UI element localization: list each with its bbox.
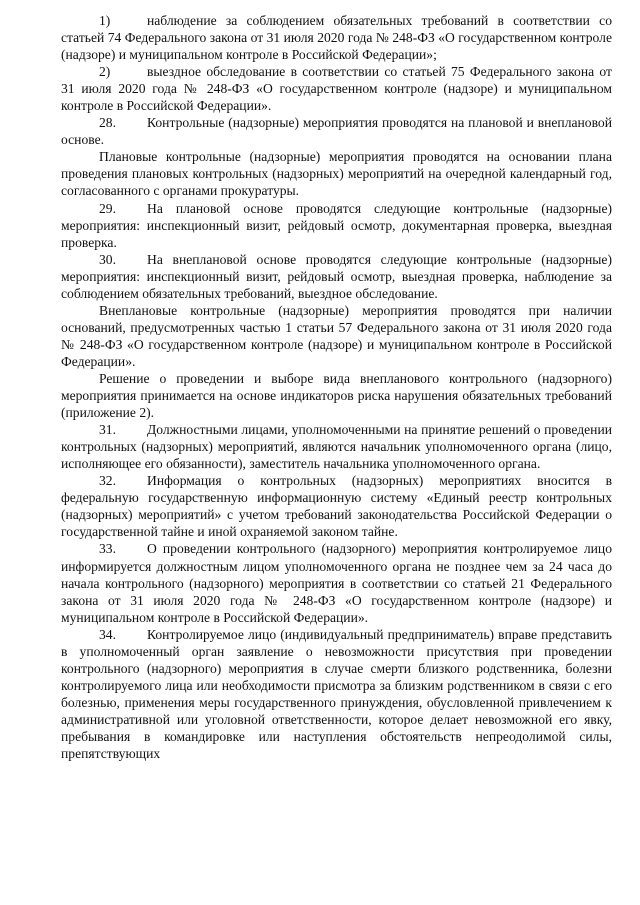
paragraph-item-1	[61, 12, 612, 63]
paragraph-29	[61, 200, 612, 251]
paragraph-number: 30.	[99, 251, 116, 267]
paragraph-text: На плановой основе проводятся следующие контрольные (надзорные) мероприятия: инспекционный визит, рейдовый осмотр, документарная проверка, выездная проверка.	[61, 200, 612, 250]
paragraph-30-continued-2	[61, 370, 612, 421]
paragraph-30-continued-1	[61, 302, 612, 370]
paragraph-text: выездное обследование в соответствии со статьей 75 Федерального закона от 31 июля 2020 года № 248-ФЗ «О государственном контроле (надзоре) и муниципальном контроле в Российской Федерации».	[61, 64, 612, 114]
paragraph-28	[61, 114, 612, 148]
paragraph-text: Контролируемое лицо (индивидуальный предприниматель) вправе представить в уполномоченный орган заявление о невозможности присутствия при проведении контрольного (надзорного) мероприятия в случае смерти близкого родственника, болезни контролируемого лица или необходимости присмотра за близким родственником в связи с его болезнью, применения меры государственного принуждения, обусловленной привлечением к административной или уголовной ответственности, которое делает невозможной его явку, пребывания в командировке или наступления обстоятельств непреодолимой силы, препятствующих	[61, 626, 612, 762]
paragraph-text: Решение о проведении и выборе вида внепланового контрольного (надзорного) мероприятия принимается на основе индикаторов риска нарушения обязательных требований (приложение 2).	[61, 370, 612, 421]
paragraph-text: На внеплановой основе проводятся следующие контрольные (надзорные) мероприятия: инспекционный визит, рейдовый осмотр, выездная проверка, наблюдение за соблюдением обязательных требований, выездное обследование.	[61, 251, 612, 301]
paragraph-text: Контрольные (надзорные) мероприятия проводятся на плановой и внеплановой основе.	[61, 115, 612, 148]
paragraph-text: Информация о контрольных (надзорных) мероприятиях вносится в федеральную государственную информационную систему «Единый реестр контрольных (надзорных) мероприятий» с учетом требований законодательства Российской Федерации о государственной тайне и иной охраняемой законом тайне.	[61, 473, 612, 540]
paragraph-number: 33.	[99, 541, 116, 557]
paragraph-text: О проведении контрольного (надзорного) мероприятия контролируемое лицо информируется должностным лицом уполномоченного органа не позднее чем за 24 часа до начала контрольного (надзорного) мероприятия в соответствии со статьей 21 Федерального закона от 31 июля 2020 года № 248-ФЗ «О государственном контроле (надзоре) и муниципальном контроле в Российской Федерации».	[61, 541, 612, 625]
paragraph-number: 29.	[99, 200, 116, 216]
paragraph-number: 2)	[99, 64, 111, 80]
paragraph-number: 1)	[99, 13, 111, 28]
paragraph-text: Внеплановые контрольные (надзорные) мероприятия проводятся при наличии оснований, предусмотренных частью 1 статьи 57 Федерального закона от 31 июля 2020 года № 248-ФЗ «О государственном контроле (надзоре) и муниципальном контроле в Российской Федерации».	[61, 302, 612, 369]
paragraph-number: 34.	[99, 626, 116, 642]
paragraph-30	[61, 251, 612, 302]
paragraph-31	[61, 421, 612, 472]
paragraph-33	[61, 540, 612, 625]
paragraph-number: 32.	[99, 473, 116, 489]
paragraph-34	[61, 626, 612, 762]
paragraph-text: Плановые контрольные (надзорные) мероприятия проводятся на основании плана проведения плановых контрольных (надзорных) мероприятий на очередной календарный год, согласованного с органами прокуратуры.	[61, 149, 612, 199]
paragraph-number: 31.	[99, 422, 116, 438]
paragraph-text: наблюдение за соблюдением обязательных требований в соответствии со статьей 74 Федерального закона от 31 июля 2020 года № 248-ФЗ «О государственном контроле (надзоре) и муниципальном контроле в Российской Федерации»;	[61, 13, 612, 63]
paragraph-number: 28.	[99, 115, 116, 131]
paragraph-32	[61, 472, 612, 540]
paragraph-28-continued	[61, 148, 612, 199]
paragraph-item-2	[61, 63, 612, 114]
paragraph-text: Должностными лицами, уполномоченными на принятие решений о проведении контрольных (надзорных) мероприятий, являются начальник уполномоченного органа (лицо, исполняющее его обязанности), заместитель начальника уполномоченного органа.	[61, 422, 612, 472]
